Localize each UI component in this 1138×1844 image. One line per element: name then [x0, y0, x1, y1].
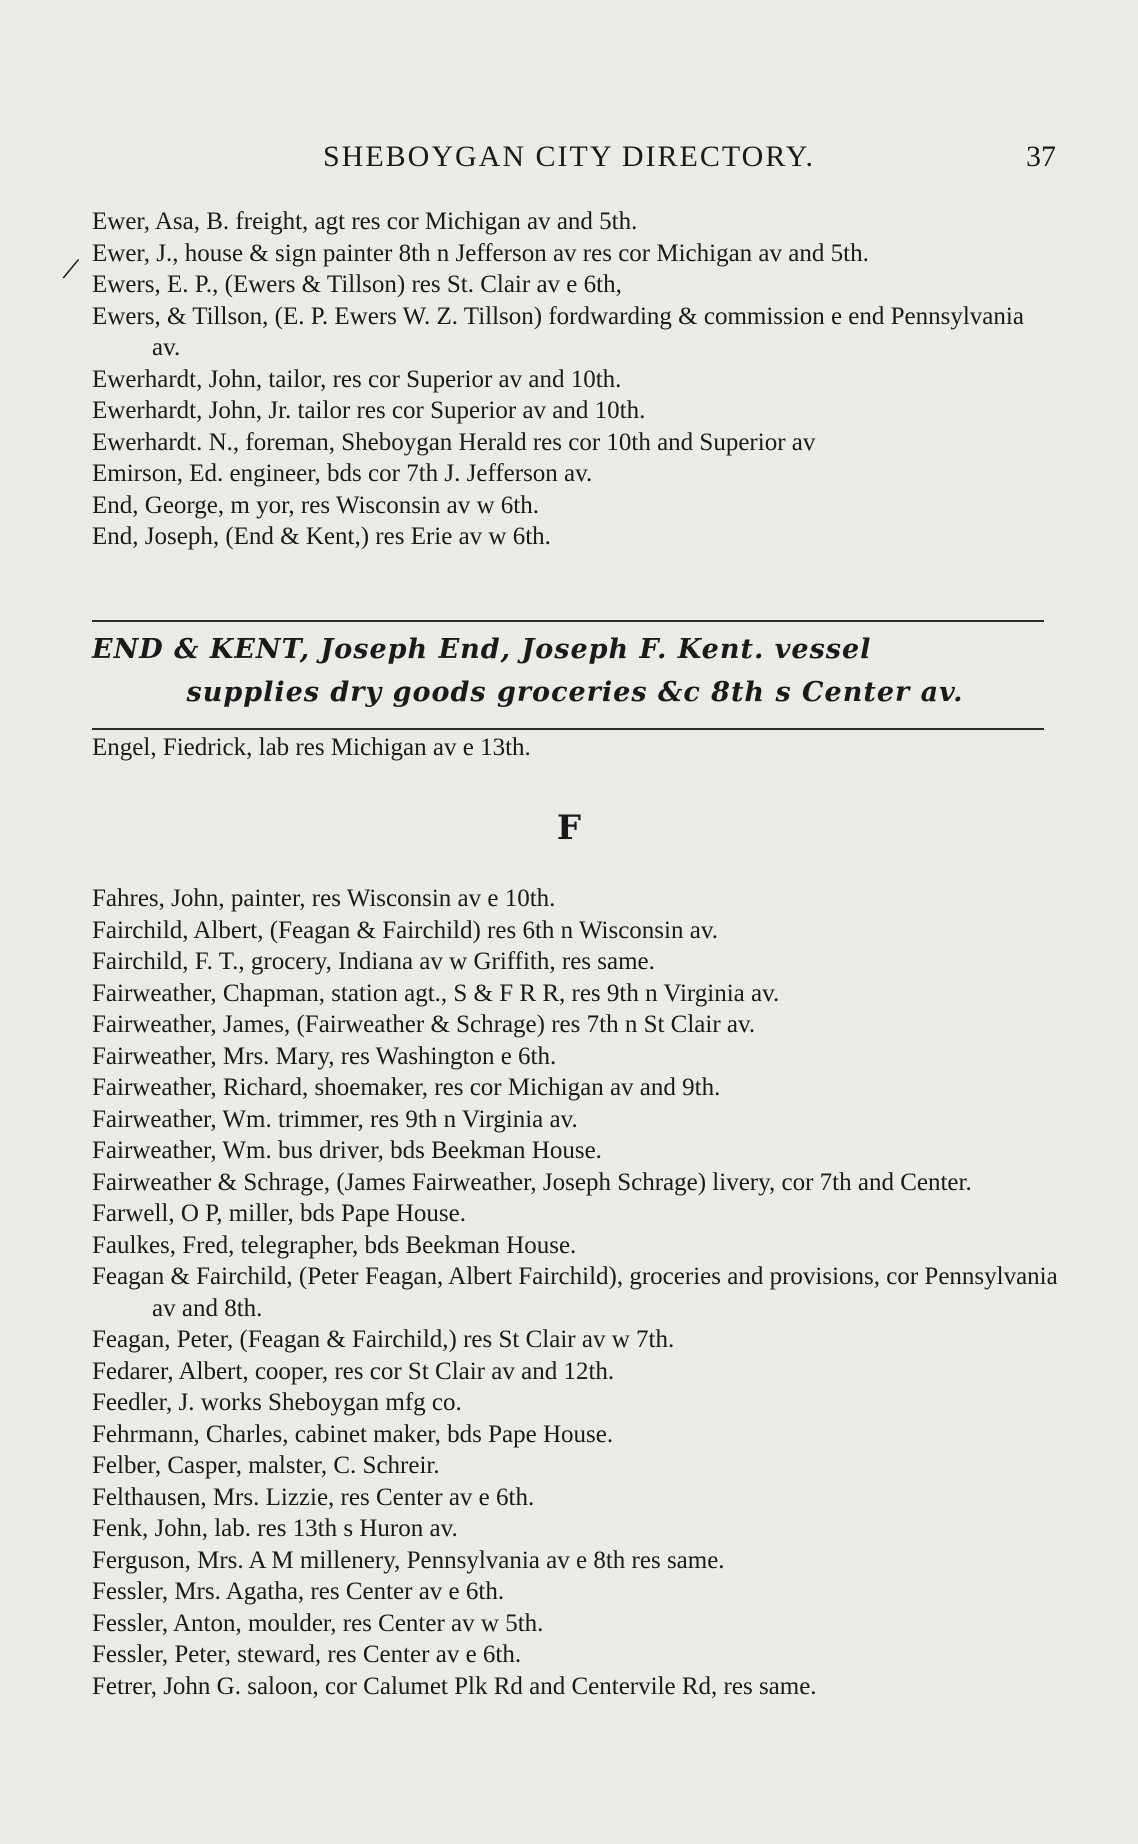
directory-entry: End, Joseph, (End & Kent,) res Erie av w 6th. — [92, 523, 551, 550]
directory-entry: Ewerhardt. N., foreman, Sheboygan Herald res cor 10th and Superior av — [92, 428, 816, 456]
directory-entry: Ewerhardt, John, Jr. tailor res cor Superior av and 10th. — [92, 397, 646, 424]
directory-entry: Faulkes, Fred, telegrapher, bds Beekman House. — [92, 1231, 577, 1259]
directory-entry: Fairweather, Mrs. Mary, res Washington e 6th. — [92, 1042, 557, 1070]
directory-entry: Fairweather, Chapman, station agt., S & F R R, res 9th n Virginia av. — [92, 979, 780, 1007]
entries-engel-list — [92, 732, 1058, 764]
directory-entry: Emirson, Ed. engineer, bds cor 7th J. Jefferson av. — [92, 460, 593, 487]
directory-entry: Ewers, & Tillson, (E. P. Ewers W. Z. Tillson) fordwarding & commission e end Pennsylvania av. — [92, 302, 1024, 361]
advert-bottom-rule — [92, 728, 1044, 730]
directory-entry: Fairchild, F. T., grocery, Indiana av w Griffith, res same. — [92, 948, 655, 975]
directory-entry: Felthausen, Mrs. Lizzie, res Center av e 6th. — [92, 1483, 535, 1511]
directory-entry: Fessler, Mrs. Agatha, res Center av e 6th. — [92, 1578, 505, 1605]
directory-entry: Felber, Casper, malster, C. Schreir. — [92, 1452, 440, 1479]
directory-entry: Fedarer, Albert, cooper, res cor St Clair av and 12th. — [92, 1357, 615, 1385]
directory-entry: Fetrer, John G. saloon, cor Calumet Plk Rd and Centervile Rd, res same. — [92, 1672, 817, 1700]
directory-entry: Fairweather, Richard, shoemaker, res cor Michigan av and 9th. — [92, 1074, 721, 1101]
directory-entry: Fairweather & Schrage, (James Fairweather, Joseph Schrage) livery, cor 7th and Center. — [92, 1168, 972, 1196]
directory-entry: Fahres, John, painter, res Wisconsin av e 10th. — [92, 885, 556, 912]
directory-entry: Fairweather, Wm. trimmer, res 9th n Virginia av. — [92, 1105, 578, 1133]
directory-entry: Feagan, Peter, (Feagan & Fairchild,) res St Clair av w 7th. — [92, 1326, 675, 1353]
advert-line-2: supplies dry goods groceries &c 8th s Center av. — [186, 677, 964, 708]
directory-entry: Fessler, Peter, steward, res Center av e 6th. — [92, 1641, 522, 1668]
advert-top-rule — [92, 620, 1044, 622]
directory-entry: Fairweather, Wm. bus driver, bds Beekman House. — [92, 1137, 602, 1164]
directory-entry: Fessler, Anton, moulder, res Center av w 5th. — [92, 1609, 544, 1637]
directory-entry: Engel, Fiedrick, lab res Michigan av e 13th. — [92, 734, 531, 761]
page-number: 37 — [1026, 140, 1056, 173]
directory-entry: Ewer, J., house & sign painter 8th n Jefferson av res cor Michigan av and 5th. — [92, 239, 869, 267]
section-letter-heading: F — [556, 808, 582, 848]
entries-e-list — [92, 206, 1058, 553]
directory-entry: End, George, m yor, res Wisconsin av w 6th. — [92, 491, 539, 519]
advertisement-end-kent — [92, 628, 1058, 714]
advert-line-1: END & KENT, Joseph End, Joseph F. Kent. vessel — [92, 634, 872, 665]
directory-entry: Fehrmann, Charles, cabinet maker, bds Pape House. — [92, 1420, 614, 1448]
directory-entry: Fairweather, James, (Fairweather & Schrage) res 7th n St Clair av. — [92, 1011, 756, 1038]
page-title: SHEBOYGAN CITY DIRECTORY. — [323, 140, 815, 173]
directory-entry: Ewers, E. P., (Ewers & Tillson) res St. Clair av e 6th, — [92, 271, 622, 298]
directory-entry: Ewerhardt, John, tailor, res cor Superior av and 10th. — [92, 365, 622, 393]
page-header — [0, 140, 1138, 180]
directory-entry: Feedler, J. works Sheboygan mfg co. — [92, 1389, 462, 1416]
handwritten-check-mark: / — [62, 249, 79, 287]
entries-f-list — [92, 883, 1058, 1702]
directory-entry: Ewer, Asa, B. freight, agt res cor Michigan av and 5th. — [92, 208, 638, 235]
directory-entry: Farwell, O P, miller, bds Pape House. — [92, 1200, 466, 1227]
directory-entry: Fenk, John, lab. res 13th s Huron av. — [92, 1515, 458, 1542]
directory-entry: Feagan & Fairchild, (Peter Feagan, Albert Fairchild), groceries and provisions, cor Pennsylvania av and 8th. — [92, 1263, 1058, 1322]
directory-entry: Fairchild, Albert, (Feagan & Fairchild) res 6th n Wisconsin av. — [92, 916, 718, 944]
directory-entry: Ferguson, Mrs. A M millenery, Pennsylvania av e 8th res same. — [92, 1546, 725, 1574]
